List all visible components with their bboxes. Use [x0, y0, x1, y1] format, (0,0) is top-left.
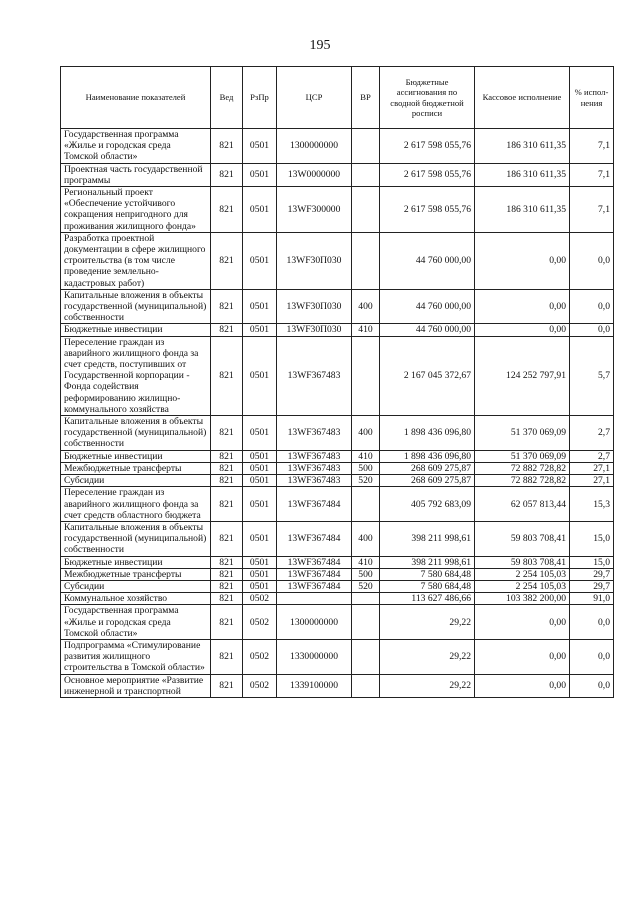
row-vr-cell: 400 — [352, 416, 380, 451]
row-assignments-cell: 1 898 436 096,80 — [380, 450, 475, 462]
table-row — [61, 289, 614, 324]
row-assignments-cell: 1 898 436 096,80 — [380, 416, 475, 451]
row-vr-cell — [352, 163, 380, 186]
row-csr-cell: 13WF30П030 — [277, 232, 352, 289]
row-cash-cell: 186 310 611,35 — [475, 163, 570, 186]
row-ved-cell: 821 — [211, 324, 243, 336]
row-ved-cell: 821 — [211, 416, 243, 451]
row-percent-cell: 0,0 — [570, 674, 614, 697]
row-percent-cell: 7,1 — [570, 129, 614, 164]
row-name-cell: Субсидии — [61, 475, 211, 487]
row-percent-cell: 27,1 — [570, 475, 614, 487]
row-csr-cell: 13W0000000 — [277, 163, 352, 186]
table-header-row — [61, 67, 614, 129]
table-row — [61, 580, 614, 592]
row-rzpr-cell: 0501 — [243, 475, 277, 487]
row-vr-cell: 500 — [352, 462, 380, 474]
row-assignments-cell: 268 609 275,87 — [380, 475, 475, 487]
row-rzpr-cell: 0501 — [243, 289, 277, 324]
table-row — [61, 521, 614, 556]
row-name-cell: Бюджетные инвестиции — [61, 450, 211, 462]
row-assignments-cell: 7 580 684,48 — [380, 580, 475, 592]
row-assignments-cell: 44 760 000,00 — [380, 324, 475, 336]
row-csr-cell: 1339100000 — [277, 674, 352, 697]
row-assignments-cell: 2 617 598 055,76 — [380, 187, 475, 233]
header-name: Наименование показателей — [61, 67, 211, 129]
row-assignments-cell: 7 580 684,48 — [380, 568, 475, 580]
table-row — [61, 605, 614, 640]
row-rzpr-cell: 0502 — [243, 639, 277, 674]
row-csr-cell: 13WF367484 — [277, 487, 352, 522]
row-ved-cell: 821 — [211, 450, 243, 462]
row-rzpr-cell: 0501 — [243, 336, 277, 415]
header-execution-percent: % испол-нения — [570, 67, 614, 129]
row-ved-cell: 821 — [211, 521, 243, 556]
row-vr-cell — [352, 232, 380, 289]
row-assignments-cell: 44 760 000,00 — [380, 232, 475, 289]
row-assignments-cell: 113 627 486,66 — [380, 593, 475, 605]
row-rzpr-cell: 0501 — [243, 556, 277, 568]
row-rzpr-cell: 0501 — [243, 129, 277, 164]
row-percent-cell: 5,7 — [570, 336, 614, 415]
row-name-cell: Капитальные вложения в объекты государственной (муниципальной) собственности — [61, 521, 211, 556]
row-rzpr-cell: 0501 — [243, 187, 277, 233]
row-ved-cell: 821 — [211, 475, 243, 487]
row-ved-cell: 821 — [211, 639, 243, 674]
row-csr-cell: 13WF367484 — [277, 556, 352, 568]
row-assignments-cell: 398 211 998,61 — [380, 521, 475, 556]
row-csr-cell: 13WF367483 — [277, 450, 352, 462]
row-percent-cell: 0,0 — [570, 605, 614, 640]
row-csr-cell — [277, 593, 352, 605]
row-assignments-cell: 268 609 275,87 — [380, 462, 475, 474]
row-vr-cell — [352, 487, 380, 522]
page-number: 195 — [309, 38, 331, 53]
row-csr-cell: 1300000000 — [277, 129, 352, 164]
table-row — [61, 568, 614, 580]
row-cash-cell: 186 310 611,35 — [475, 187, 570, 233]
row-assignments-cell: 398 211 998,61 — [380, 556, 475, 568]
row-rzpr-cell: 0501 — [243, 487, 277, 522]
row-percent-cell: 29,7 — [570, 568, 614, 580]
row-vr-cell: 520 — [352, 475, 380, 487]
table-row — [61, 324, 614, 336]
row-assignments-cell: 29,22 — [380, 639, 475, 674]
row-csr-cell: 13WF367483 — [277, 336, 352, 415]
header-ved: Вед — [211, 67, 243, 129]
row-name-cell: Бюджетные инвестиции — [61, 556, 211, 568]
header-vr: ВР — [352, 67, 380, 129]
row-vr-cell — [352, 605, 380, 640]
row-vr-cell — [352, 639, 380, 674]
row-csr-cell: 13WF367483 — [277, 416, 352, 451]
row-assignments-cell: 2 167 045 372,67 — [380, 336, 475, 415]
row-rzpr-cell: 0501 — [243, 163, 277, 186]
row-csr-cell: 13WF30П030 — [277, 324, 352, 336]
row-csr-cell: 1300000000 — [277, 605, 352, 640]
row-vr-cell — [352, 129, 380, 164]
row-csr-cell: 13WF367484 — [277, 521, 352, 556]
row-ved-cell: 821 — [211, 232, 243, 289]
row-percent-cell: 0,0 — [570, 289, 614, 324]
row-rzpr-cell: 0502 — [243, 605, 277, 640]
row-name-cell: Региональный проект «Обеспечение устойчивого сокращения непригодного для проживания жилищного фонда» — [61, 187, 211, 233]
row-name-cell: Коммунальное хозяйство — [61, 593, 211, 605]
row-rzpr-cell: 0501 — [243, 450, 277, 462]
table-row — [61, 674, 614, 697]
row-rzpr-cell: 0501 — [243, 580, 277, 592]
row-assignments-cell: 44 760 000,00 — [380, 289, 475, 324]
row-vr-cell: 410 — [352, 450, 380, 462]
row-ved-cell: 821 — [211, 674, 243, 697]
row-csr-cell: 13WF367483 — [277, 462, 352, 474]
header-cash-execution: Кассовое исполнение — [475, 67, 570, 129]
row-name-cell: Подпрограмма «Стимулирование развития жилищного строительства в Томской области» — [61, 639, 211, 674]
table-row — [61, 336, 614, 415]
row-rzpr-cell: 0501 — [243, 232, 277, 289]
row-csr-cell: 13WF367484 — [277, 568, 352, 580]
row-percent-cell: 29,7 — [570, 580, 614, 592]
row-vr-cell: 410 — [352, 556, 380, 568]
row-name-cell: Государственная программа «Жилье и городская среда Томской области» — [61, 129, 211, 164]
row-ved-cell: 821 — [211, 568, 243, 580]
row-ved-cell: 821 — [211, 605, 243, 640]
row-ved-cell: 821 — [211, 487, 243, 522]
row-vr-cell — [352, 593, 380, 605]
row-name-cell: Субсидии — [61, 580, 211, 592]
table-row — [61, 163, 614, 186]
row-vr-cell — [352, 674, 380, 697]
row-ved-cell: 821 — [211, 593, 243, 605]
row-percent-cell: 2,7 — [570, 450, 614, 462]
row-cash-cell: 51 370 069,09 — [475, 450, 570, 462]
row-cash-cell: 59 803 708,41 — [475, 521, 570, 556]
table-row — [61, 232, 614, 289]
table-row — [61, 487, 614, 522]
row-cash-cell: 72 882 728,82 — [475, 475, 570, 487]
row-name-cell: Бюджетные инвестиции — [61, 324, 211, 336]
table-row — [61, 593, 614, 605]
row-cash-cell: 2 254 105,03 — [475, 580, 570, 592]
table-row — [61, 639, 614, 674]
row-ved-cell: 821 — [211, 187, 243, 233]
row-cash-cell: 0,00 — [475, 232, 570, 289]
row-ved-cell: 821 — [211, 580, 243, 592]
row-rzpr-cell: 0501 — [243, 521, 277, 556]
row-percent-cell: 0,0 — [570, 639, 614, 674]
row-vr-cell: 400 — [352, 521, 380, 556]
table-row — [61, 475, 614, 487]
row-cash-cell: 0,00 — [475, 289, 570, 324]
row-assignments-cell: 2 617 598 055,76 — [380, 129, 475, 164]
header-csr: ЦСР — [277, 67, 352, 129]
table-row — [61, 129, 614, 164]
row-name-cell: Переселение граждан из аварийного жилищного фонда за счет средств областного бюджета — [61, 487, 211, 522]
row-rzpr-cell: 0501 — [243, 324, 277, 336]
row-cash-cell: 0,00 — [475, 605, 570, 640]
table-row — [61, 187, 614, 233]
table-row — [61, 556, 614, 568]
row-ved-cell: 821 — [211, 556, 243, 568]
row-name-cell: Капитальные вложения в объекты государственной (муниципальной) собственности — [61, 416, 211, 451]
row-cash-cell: 59 803 708,41 — [475, 556, 570, 568]
row-cash-cell: 0,00 — [475, 639, 570, 674]
row-vr-cell — [352, 187, 380, 233]
row-csr-cell: 13WF367483 — [277, 475, 352, 487]
row-cash-cell: 124 252 797,91 — [475, 336, 570, 415]
row-cash-cell: 0,00 — [475, 674, 570, 697]
row-csr-cell: 13WF30П030 — [277, 289, 352, 324]
row-name-cell: Проектная часть государственной программы — [61, 163, 211, 186]
row-vr-cell: 520 — [352, 580, 380, 592]
row-vr-cell — [352, 336, 380, 415]
row-ved-cell: 821 — [211, 289, 243, 324]
row-rzpr-cell: 0502 — [243, 593, 277, 605]
row-ved-cell: 821 — [211, 462, 243, 474]
row-percent-cell: 27,1 — [570, 462, 614, 474]
row-rzpr-cell: 0501 — [243, 568, 277, 580]
row-ved-cell: 821 — [211, 336, 243, 415]
row-percent-cell: 0,0 — [570, 232, 614, 289]
row-name-cell: Государственная программа «Жилье и городская среда Томской области» — [61, 605, 211, 640]
table-row — [61, 462, 614, 474]
row-percent-cell: 15,0 — [570, 521, 614, 556]
row-percent-cell: 91,0 — [570, 593, 614, 605]
header-assignments: Бюджетные ассигнования по сводной бюджетной росписи — [380, 67, 475, 129]
row-cash-cell: 103 382 200,00 — [475, 593, 570, 605]
row-cash-cell: 72 882 728,82 — [475, 462, 570, 474]
row-percent-cell: 15,0 — [570, 556, 614, 568]
row-cash-cell: 186 310 611,35 — [475, 129, 570, 164]
row-assignments-cell: 29,22 — [380, 674, 475, 697]
row-percent-cell: 15,3 — [570, 487, 614, 522]
row-ved-cell: 821 — [211, 163, 243, 186]
row-csr-cell: 13WF300000 — [277, 187, 352, 233]
row-name-cell: Разработка проектной документации в сфере жилищного строительства (в том числе проведение землельно-кадастровых работ) — [61, 232, 211, 289]
row-csr-cell: 13WF367484 — [277, 580, 352, 592]
row-vr-cell: 400 — [352, 289, 380, 324]
row-ved-cell: 821 — [211, 129, 243, 164]
row-percent-cell: 0,0 — [570, 324, 614, 336]
row-cash-cell: 0,00 — [475, 324, 570, 336]
row-rzpr-cell: 0502 — [243, 674, 277, 697]
row-assignments-cell: 29,22 — [380, 605, 475, 640]
row-rzpr-cell: 0501 — [243, 416, 277, 451]
table-row — [61, 450, 614, 462]
row-cash-cell: 2 254 105,03 — [475, 568, 570, 580]
header-rzpr: РзПр — [243, 67, 277, 129]
row-percent-cell: 7,1 — [570, 163, 614, 186]
row-csr-cell: 1330000000 — [277, 639, 352, 674]
row-cash-cell: 62 057 813,44 — [475, 487, 570, 522]
row-vr-cell: 500 — [352, 568, 380, 580]
row-name-cell: Межбюджетные трансферты — [61, 568, 211, 580]
row-name-cell: Основное мероприятие «Развитие инженерной и транспортной — [61, 674, 211, 697]
row-name-cell: Переселение граждан из аварийного жилищного фонда за счет средств, поступивших от Государственной корпорации - Фонда содействия реформированию жилищно-коммунального хозяйства — [61, 336, 211, 415]
budget-execution-table — [60, 66, 614, 698]
row-assignments-cell: 405 792 683,09 — [380, 487, 475, 522]
row-assignments-cell: 2 617 598 055,76 — [380, 163, 475, 186]
row-percent-cell: 2,7 — [570, 416, 614, 451]
row-percent-cell: 7,1 — [570, 187, 614, 233]
row-name-cell: Капитальные вложения в объекты государственной (муниципальной) собственности — [61, 289, 211, 324]
table-row — [61, 416, 614, 451]
row-cash-cell: 51 370 069,09 — [475, 416, 570, 451]
row-rzpr-cell: 0501 — [243, 462, 277, 474]
row-vr-cell: 410 — [352, 324, 380, 336]
row-name-cell: Межбюджетные трансферты — [61, 462, 211, 474]
